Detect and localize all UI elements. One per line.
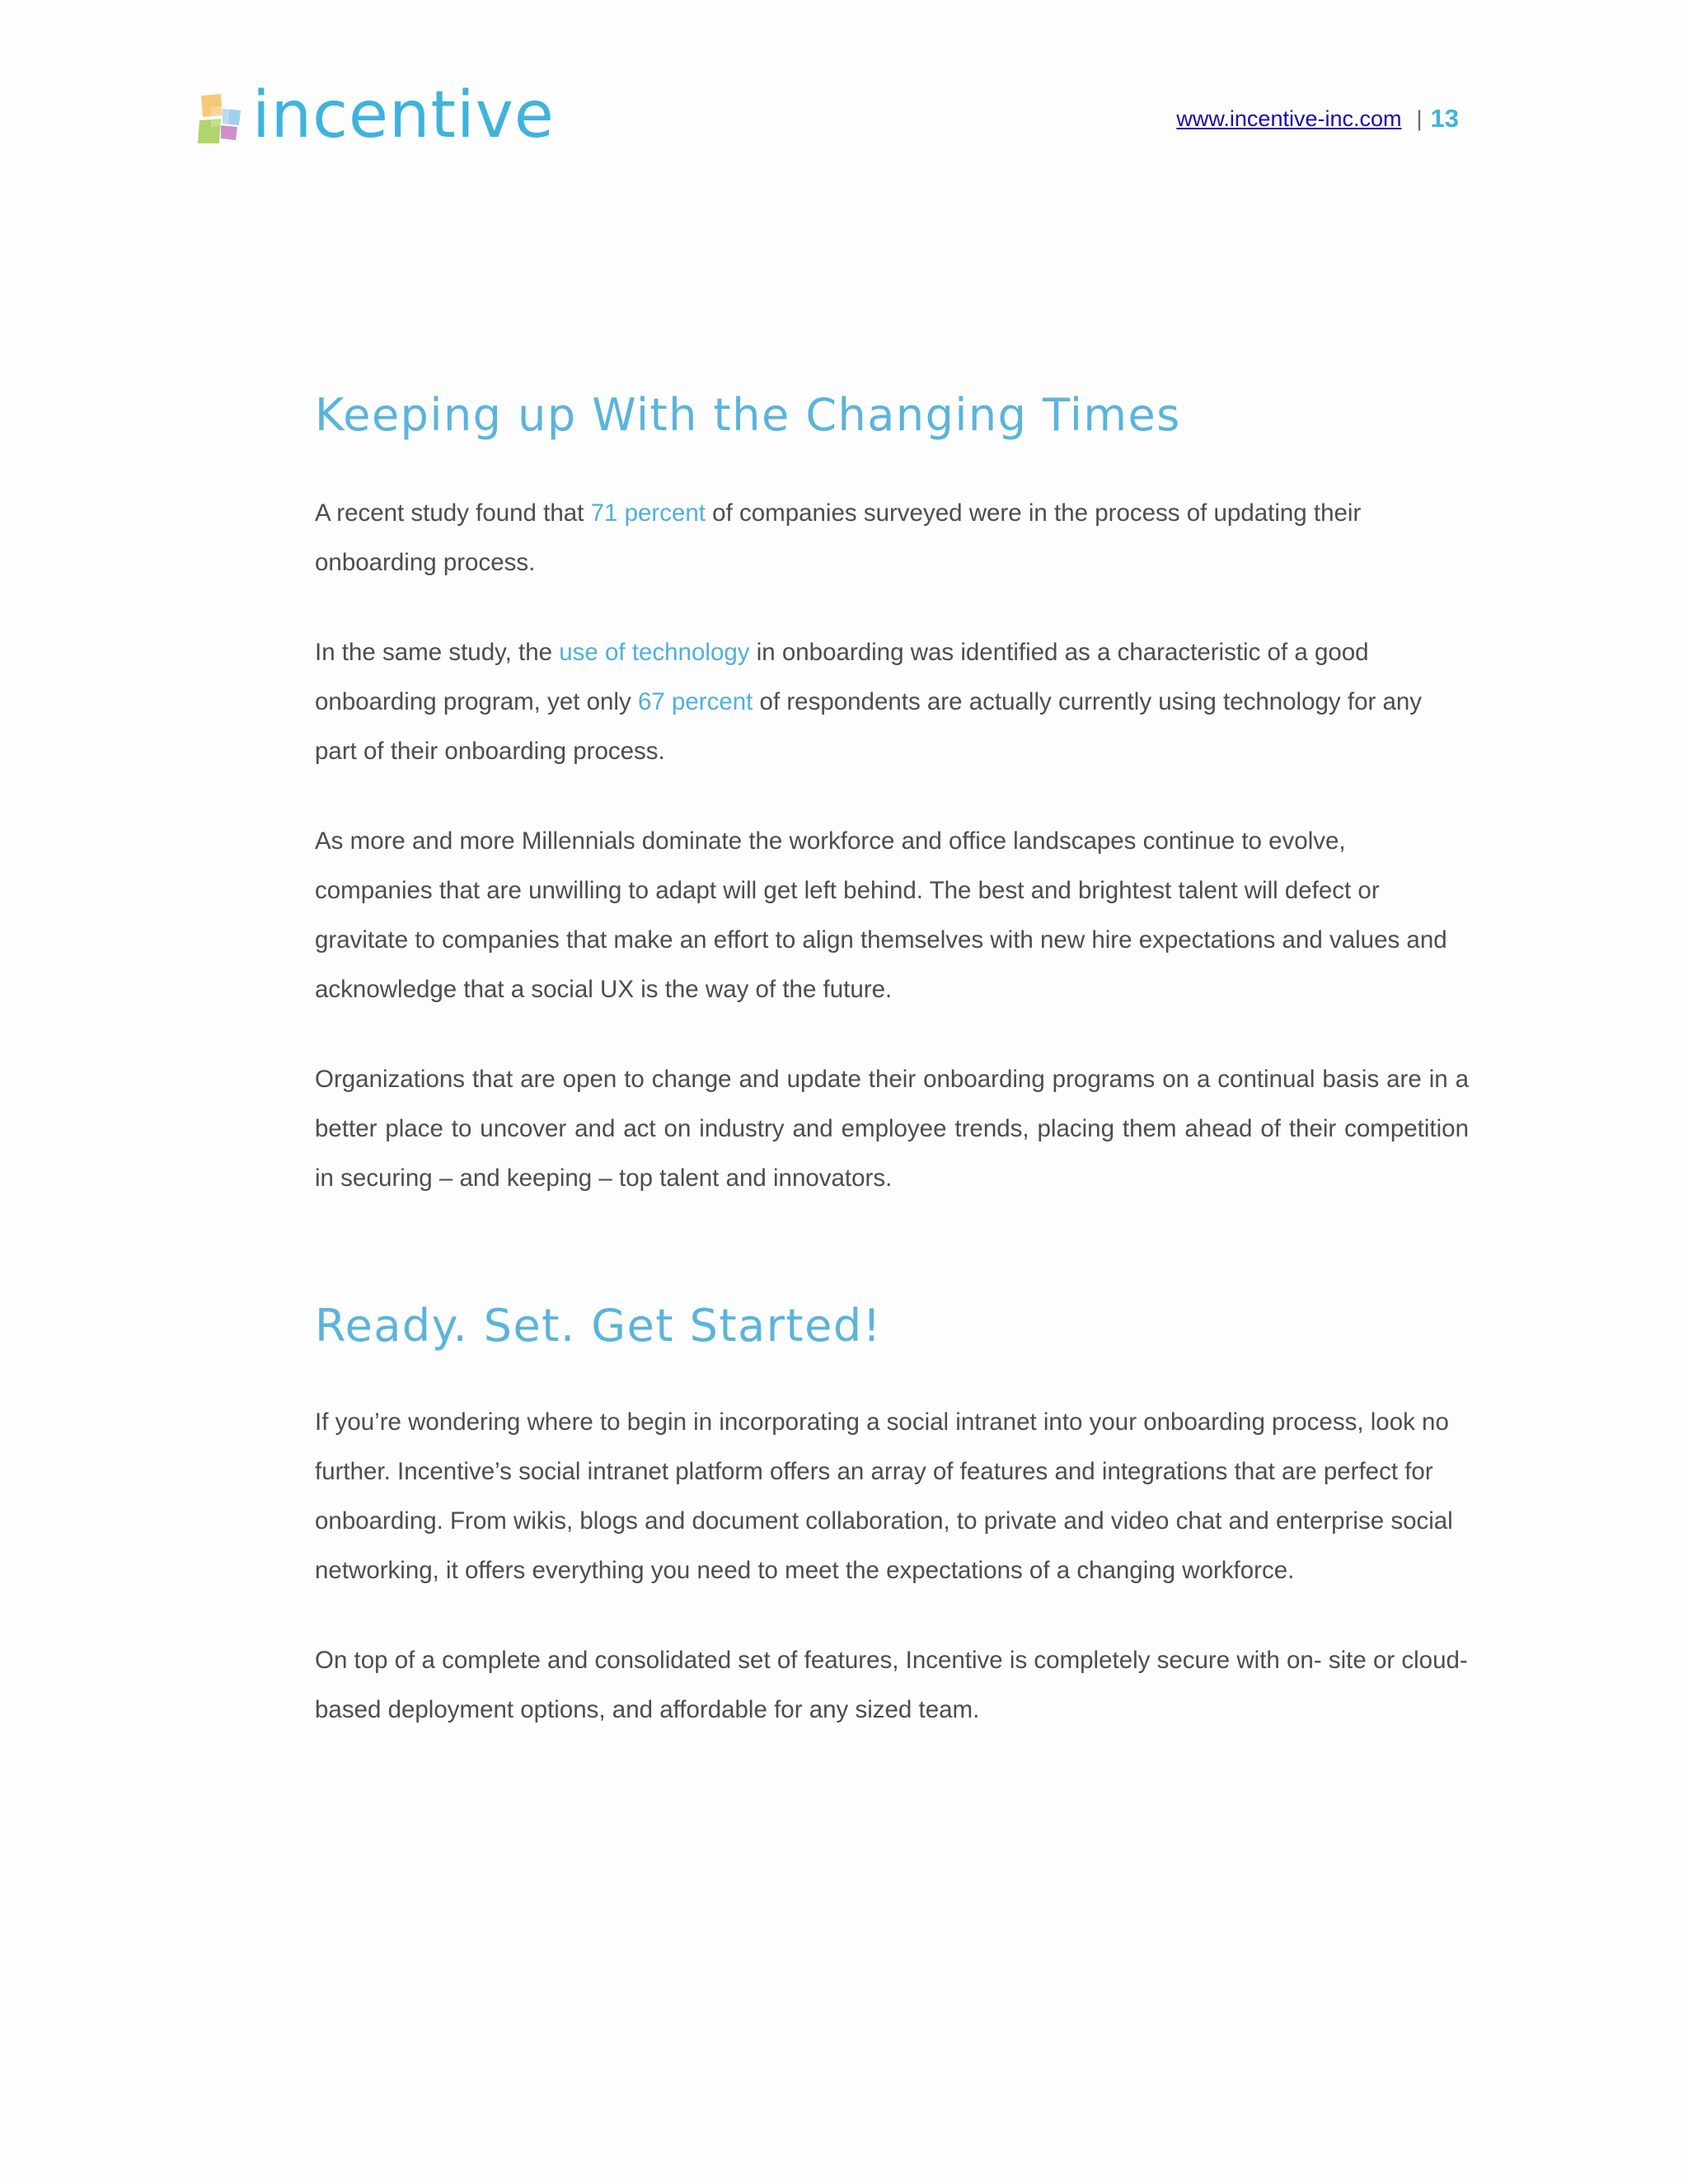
logo-mark-icon: [196, 92, 246, 145]
highlight-67-percent: 67 percent: [637, 688, 753, 715]
paragraph-study-text-a: A recent study found that: [315, 499, 591, 527]
page-header: [0, 0, 1688, 165]
header-meta: [1176, 102, 1459, 135]
heading-get-started: Ready. Set. Get Started!: [315, 1300, 882, 1352]
paragraph-organizations: Organizations that are open to change and update their onboarding programs on a continual basis are in a better place to uncover and act on industry and employee trends, placing them ahead of their competition in securing – and keeping – top talent and innovators.: [315, 1066, 1469, 1192]
incentive-logo: [196, 78, 555, 152]
paragraph-technology: [315, 628, 1469, 776]
paragraph-technology-text-a: In the same study, the: [315, 639, 560, 666]
highlight-use-of-technology: use of technology: [559, 639, 750, 666]
section-get-started: [315, 1294, 1469, 1735]
logo-wordmark: incentive: [252, 78, 555, 152]
highlight-71-percent: 71 percent: [590, 499, 706, 527]
document-body: [315, 383, 1469, 1735]
paragraph-technology-text-c: of respondents are actually currently using technology for any part of their onboarding process.: [315, 688, 1423, 765]
paragraph-study: [315, 489, 1469, 588]
paragraph-millennials: As more and more Millennials dominate the workforce and office landscapes continue to evolve, companies that are unwilling to adapt will get left behind. The best and brightest talent will defect or gravitate to companies that make an effort to align themselves with new hire expectations and values and acknowledge that a social UX is the way of the future.: [315, 827, 1447, 1003]
paragraph-study-text-b: of companies surveyed were in the process of updating their onboarding process.: [315, 499, 1362, 576]
website-link[interactable]: www.incentive-inc.com: [1176, 106, 1402, 131]
heading-changing-times: Keeping up With the Changing Times: [315, 389, 1181, 441]
page-number: 13: [1430, 104, 1459, 133]
section-changing-times: [315, 383, 1469, 1203]
header-separator: |: [1416, 106, 1423, 131]
paragraph-wondering: If you’re wondering where to begin in incorporating a social intranet into your onboarding process, look no further. Incentive’s social intranet platform offers an array of features and integrations that are perfect for onboarding. From wikis, blogs and document collaboration, to private and video chat and enterprise social networking, it offers everything you need to meet the expectations of a changing workforce.: [315, 1408, 1453, 1584]
paragraph-technology-text-b: in onboarding was identified as a characteristic of a good onboarding program, yet only: [315, 639, 1369, 715]
paragraph-features: On top of a complete and consolidated set of features, Incentive is completely secure with on- site or cloud-based deployment options, and affordable for any sized team.: [315, 1647, 1468, 1723]
